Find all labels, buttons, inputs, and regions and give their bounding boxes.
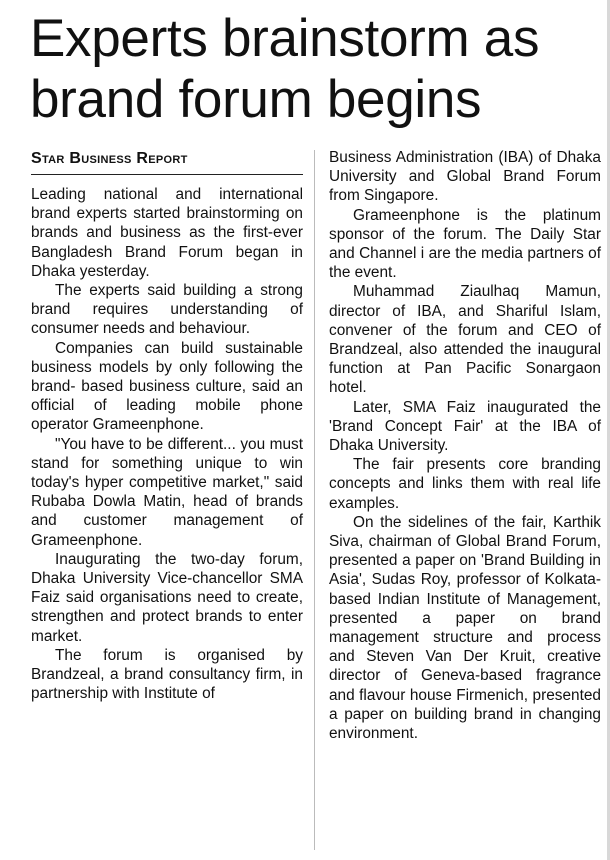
paragraph: "You have to be different... you must stand for something unique to win today's hyper competitive market," said Rubaba Dowla Matin, head of brands and customer management of Grameenphone. [31,435,303,549]
paragraph: The fair presents core branding concepts and links them with real life examples. [329,456,601,512]
paragraph: Inaugurating the two-day forum, Dhaka University Vice-chancellor SMA Faiz said organisations need to create, strengthen and protect brands to enter market. [31,550,303,645]
paragraph: Grameenphone is the platinum sponsor of the forum. The Daily Star and Channel i are the media partners of the event. [329,206,601,282]
paragraph: Business Administration (IBA) of Dhaka University and Global Brand Forum from Singapore. [329,149,601,205]
headline [30,8,605,130]
byline: Star Business Report [31,148,303,175]
headline-line-1: Experts brainstorm as [30,9,540,68]
paragraph: Muhammad Ziaulhaq Mamun, director of IBA, and Shariful Islam, convener of the forum and CEO of Brandzeal, also attended the inaugural function at Pan Pacific Sonargaon hotel. [329,283,601,397]
headline-line-2: brand forum begins [30,70,482,129]
right-column [329,148,601,743]
paragraph: On the sidelines of the fair, Karthik Siva, chairman of Global Brand Forum, presented a paper on 'Brand Building in Asia', Sudas Roy, professor of Kolkata-based Indian Institute of Management, presented a paper on brand management structure and process and Steven Van Der Kruit, creative director of Geneva-based fragrance and flavour house Firmenich, presented a paper on building brand in changing environment. [329,513,601,743]
paragraph: The experts said building a strong brand requires understanding of consumer needs and behaviour. [31,282,303,338]
paragraph: Companies can build sustainable business models by only following the brand- based business culture, said an official of leading mobile phone operator Grameenphone. [31,339,303,434]
paragraph: The forum is organised by Brandzeal, a brand consultancy firm, in partnership with Institute of [31,646,303,703]
left-column [31,148,303,703]
paragraph: Leading national and international brand experts started brainstorming on brands and business as the first-ever Bangladesh Brand Forum began in Dhaka yesterday. [31,186,303,280]
column-divider [314,150,315,850]
paragraph: Later, SMA Faiz inaugurated the 'Brand Concept Fair' at the IBA of Dhaka University. [329,398,601,455]
